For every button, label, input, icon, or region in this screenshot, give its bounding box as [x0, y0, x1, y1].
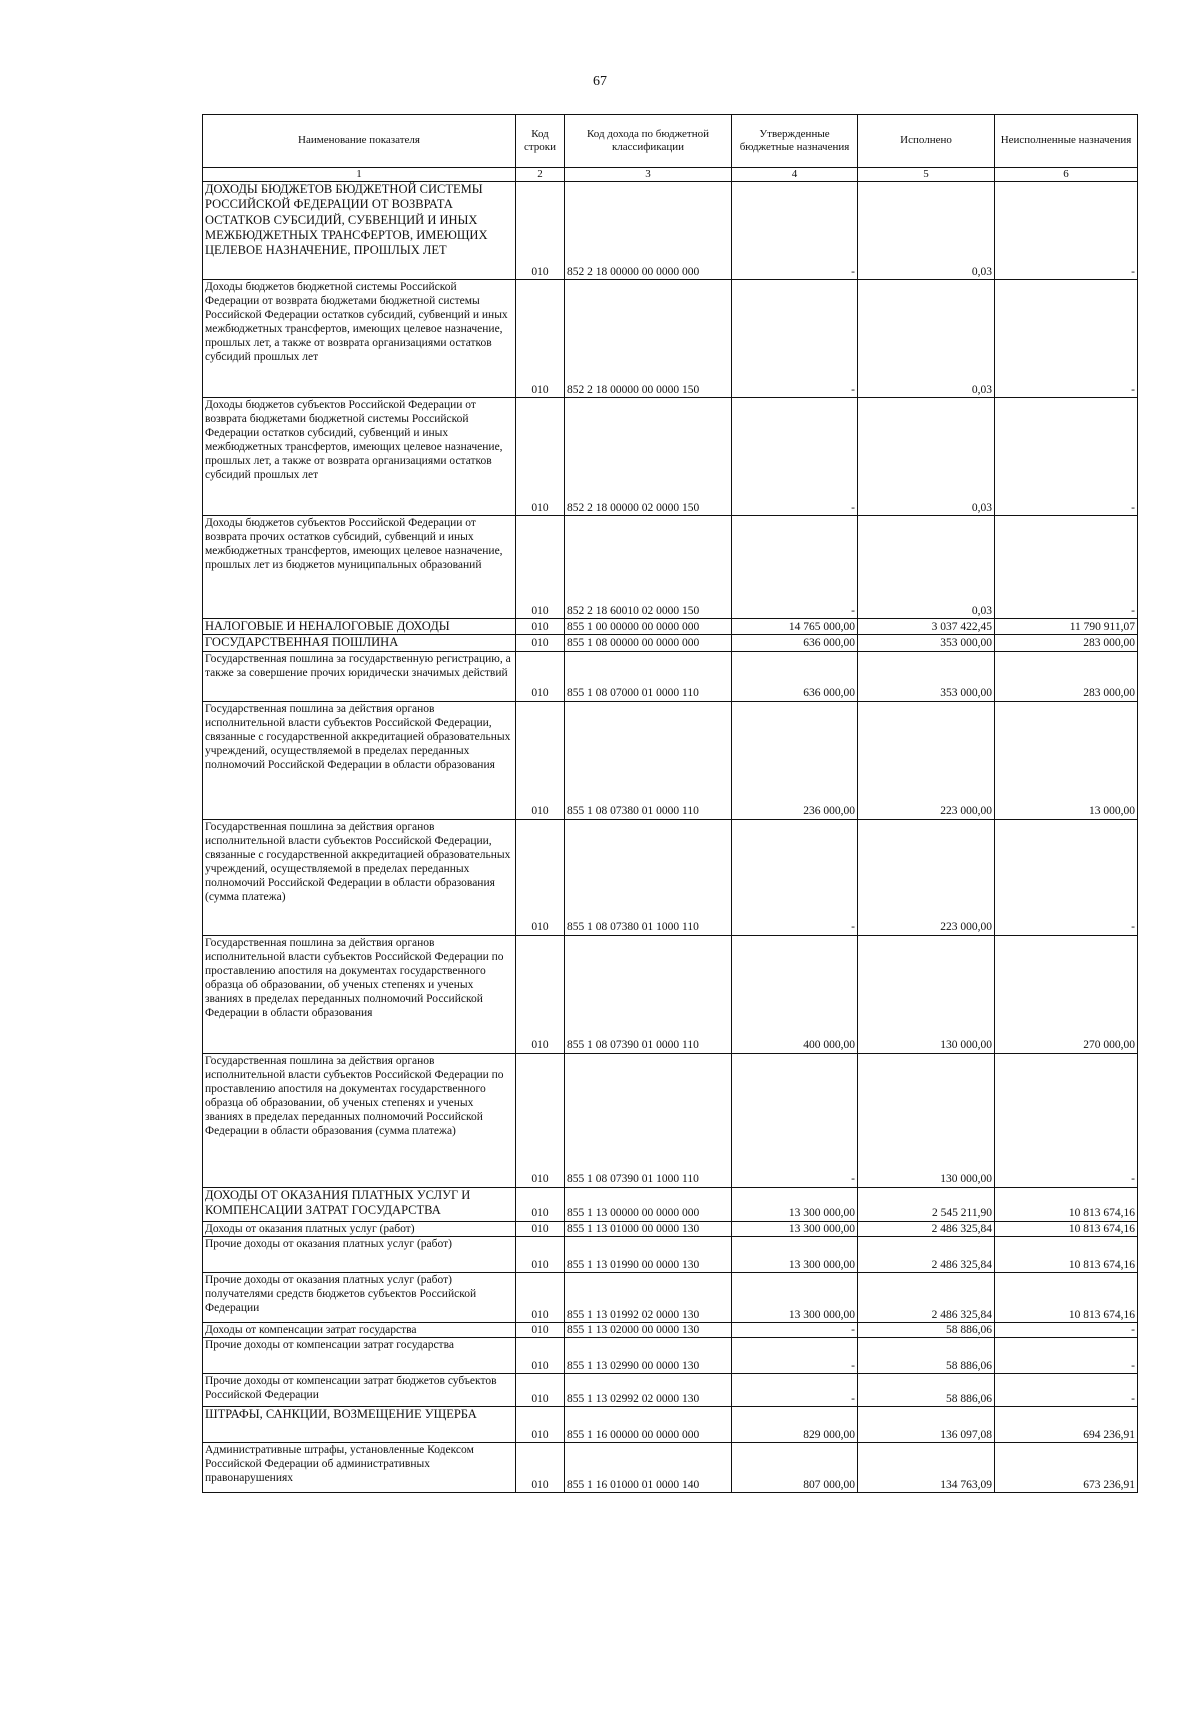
- row-income-code: 852 2 18 00000 00 0000 150: [565, 280, 732, 398]
- row-line-code: 010: [516, 1236, 565, 1272]
- row-income-code: 855 1 08 07390 01 0000 110: [565, 935, 732, 1053]
- row-executed: 2 486 325,84: [858, 1236, 995, 1272]
- row-approved: 236 000,00: [732, 701, 858, 819]
- row-line-code: 010: [516, 182, 565, 280]
- row-executed: 130 000,00: [858, 935, 995, 1053]
- row-line-code: 010: [516, 935, 565, 1053]
- table-row: [203, 398, 1138, 516]
- row-income-code: 855 1 08 00000 00 0000 000: [565, 635, 732, 651]
- table-row: [203, 635, 1138, 651]
- row-unexecuted: -: [995, 1322, 1138, 1337]
- row-line-code: 010: [516, 701, 565, 819]
- row-name: Административные штрафы, установленные Кодексом Российской Федерации об административных правонарушениях: [203, 1442, 516, 1492]
- row-approved: -: [732, 1373, 858, 1406]
- header-executed: Исполнено: [858, 115, 995, 168]
- row-executed: 0,03: [858, 398, 995, 516]
- column-number: 4: [732, 168, 858, 182]
- row-name: Прочие доходы от оказания платных услуг (работ) получателями средств бюджетов субъектов Российской Федерации: [203, 1272, 516, 1322]
- row-line-code: 010: [516, 651, 565, 701]
- row-line-code: 010: [516, 819, 565, 935]
- row-line-code: 010: [516, 1053, 565, 1187]
- row-name: Государственная пошлина за действия органов исполнительной власти субъектов Российской Федерации, связанные с государственной аккредитацией образовательных учреждений, осуществляемой в пределах переданных полномочий Российской Федерации в области образования (сумма платежа): [203, 819, 516, 935]
- row-line-code: 010: [516, 619, 565, 635]
- row-name: НАЛОГОВЫЕ И НЕНАЛОГОВЫЕ ДОХОДЫ: [203, 619, 516, 635]
- row-approved: 636 000,00: [732, 635, 858, 651]
- row-line-code: 010: [516, 1272, 565, 1322]
- row-income-code: 855 1 08 07000 01 0000 110: [565, 651, 732, 701]
- row-income-code: 852 2 18 00000 00 0000 000: [565, 182, 732, 280]
- row-executed: 223 000,00: [858, 701, 995, 819]
- row-name: Доходы бюджетов бюджетной системы Российской Федерации от возврата бюджетами бюджетной системы Российской Федерации остатков субсидий, субвенций и иных межбюджетных трансфертов, имеющих целевое назначение, прошлых лет, а также от возврата организациями остатков субсидий прошлых лет: [203, 280, 516, 398]
- row-approved: 829 000,00: [732, 1406, 858, 1442]
- row-name: Прочие доходы от оказания платных услуг (работ): [203, 1236, 516, 1272]
- row-executed: 353 000,00: [858, 651, 995, 701]
- row-approved: -: [732, 819, 858, 935]
- row-unexecuted: -: [995, 516, 1138, 619]
- row-unexecuted: -: [995, 182, 1138, 280]
- row-unexecuted: -: [995, 1053, 1138, 1187]
- row-line-code: 010: [516, 398, 565, 516]
- row-name: Доходы от компенсации затрат государства: [203, 1322, 516, 1337]
- row-name: ДОХОДЫ БЮДЖЕТОВ БЮДЖЕТНОЙ СИСТЕМЫ РОССИЙСКОЙ ФЕДЕРАЦИИ ОТ ВОЗВРАТА ОСТАТКОВ СУБСИДИЙ, СУБВЕНЦИЙ И ИНЫХ МЕЖБЮДЖЕТНЫХ ТРАНСФЕРТОВ, ИМЕЮЩИХ ЦЕЛЕВОЕ НАЗНАЧЕНИЕ, ПРОШЛЫХ ЛЕТ: [203, 182, 516, 280]
- table-row: [203, 1322, 1138, 1337]
- row-income-code: 855 1 13 01992 02 0000 130: [565, 1272, 732, 1322]
- row-income-code: 855 1 00 00000 00 0000 000: [565, 619, 732, 635]
- row-executed: 58 886,06: [858, 1337, 995, 1373]
- header-row: [203, 115, 1138, 168]
- row-unexecuted: 13 000,00: [995, 701, 1138, 819]
- table-row: [203, 935, 1138, 1053]
- row-executed: 0,03: [858, 182, 995, 280]
- row-executed: 223 000,00: [858, 819, 995, 935]
- revenue-report-table: [202, 114, 1138, 1493]
- row-line-code: 010: [516, 1442, 565, 1492]
- header-unexecuted: Неисполненные назначения: [995, 115, 1138, 168]
- row-unexecuted: -: [995, 1373, 1138, 1406]
- column-number-row: [203, 168, 1138, 182]
- row-income-code: 855 1 13 02000 00 0000 130: [565, 1322, 732, 1337]
- row-name: ШТРАФЫ, САНКЦИИ, ВОЗМЕЩЕНИЕ УЩЕРБА: [203, 1406, 516, 1442]
- row-line-code: 010: [516, 280, 565, 398]
- row-income-code: 855 1 16 01000 01 0000 140: [565, 1442, 732, 1492]
- row-line-code: 010: [516, 1187, 565, 1221]
- table-row: [203, 1236, 1138, 1272]
- row-unexecuted: 10 813 674,16: [995, 1187, 1138, 1221]
- row-unexecuted: -: [995, 1337, 1138, 1373]
- row-unexecuted: 283 000,00: [995, 635, 1138, 651]
- row-line-code: 010: [516, 516, 565, 619]
- table-row: [203, 516, 1138, 619]
- row-executed: 2 486 325,84: [858, 1272, 995, 1322]
- row-approved: -: [732, 1322, 858, 1337]
- row-executed: 3 037 422,45: [858, 619, 995, 635]
- row-name: Прочие доходы от компенсации затрат государства: [203, 1337, 516, 1373]
- row-approved: -: [732, 182, 858, 280]
- row-unexecuted: 10 813 674,16: [995, 1221, 1138, 1236]
- row-income-code: 855 1 13 00000 00 0000 000: [565, 1187, 732, 1221]
- table-row: [203, 619, 1138, 635]
- row-approved: 13 300 000,00: [732, 1236, 858, 1272]
- row-name: Государственная пошлина за действия органов исполнительной власти субъектов Российской Федерации по проставлению апостиля на документах государственного образца об образовании, об ученых степенях и ученых званиях в пределах переданных полномочий Российской Федерации в области образования: [203, 935, 516, 1053]
- row-name: Доходы от оказания платных услуг (работ): [203, 1221, 516, 1236]
- row-line-code: 010: [516, 1406, 565, 1442]
- row-unexecuted: -: [995, 819, 1138, 935]
- row-line-code: 010: [516, 1322, 565, 1337]
- row-income-code: 855 1 16 00000 00 0000 000: [565, 1406, 732, 1442]
- row-executed: 0,03: [858, 516, 995, 619]
- row-income-code: 855 1 13 01000 00 0000 130: [565, 1221, 732, 1236]
- row-unexecuted: -: [995, 280, 1138, 398]
- row-executed: 58 886,06: [858, 1322, 995, 1337]
- table-row: [203, 1442, 1138, 1492]
- row-name: Государственная пошлина за действия органов исполнительной власти субъектов Российской Федерации по проставлению апостиля на документах государственного образца об образовании, об ученых степенях и ученых званиях в пределах переданных полномочий Российской Федерации в области образования (сумма платежа): [203, 1053, 516, 1187]
- row-unexecuted: 10 813 674,16: [995, 1236, 1138, 1272]
- row-name: Доходы бюджетов субъектов Российской Федерации от возврата бюджетами бюджетной системы Российской Федерации остатков субсидий, субвенций и иных межбюджетных трансфертов, имеющих целевое назначение, прошлых лет, а также от возврата организациями остатков субсидий прошлых лет: [203, 398, 516, 516]
- row-approved: -: [732, 1337, 858, 1373]
- header-approved: Утвержденные бюджетные назначения: [732, 115, 858, 168]
- row-unexecuted: -: [995, 398, 1138, 516]
- row-approved: -: [732, 280, 858, 398]
- row-line-code: 010: [516, 1337, 565, 1373]
- row-executed: 2 545 211,90: [858, 1187, 995, 1221]
- header-income-code: Код дохода по бюджетной классификации: [565, 115, 732, 168]
- table-row: [203, 1187, 1138, 1221]
- row-unexecuted: 10 813 674,16: [995, 1272, 1138, 1322]
- row-approved: -: [732, 1053, 858, 1187]
- row-unexecuted: 694 236,91: [995, 1406, 1138, 1442]
- column-number: 2: [516, 168, 565, 182]
- row-name: Государственная пошлина за действия органов исполнительной власти субъектов Российской Федерации, связанные с государственной аккредитацией образовательных учреждений, осуществляемой в пределах переданных полномочий Российской Федерации в области образования: [203, 701, 516, 819]
- row-income-code: 855 1 13 01990 00 0000 130: [565, 1236, 732, 1272]
- column-number: 1: [203, 168, 516, 182]
- row-income-code: 852 2 18 00000 02 0000 150: [565, 398, 732, 516]
- row-approved: 13 300 000,00: [732, 1272, 858, 1322]
- row-income-code: 855 1 08 07380 01 1000 110: [565, 819, 732, 935]
- table-row: [203, 1053, 1138, 1187]
- row-unexecuted: 270 000,00: [995, 935, 1138, 1053]
- row-name: Государственная пошлина за государственную регистрацию, а также за совершение прочих юридически значимых действий: [203, 651, 516, 701]
- row-approved: -: [732, 516, 858, 619]
- table-row: [203, 1221, 1138, 1236]
- table-row: [203, 819, 1138, 935]
- header-line-code: Код строки: [516, 115, 565, 168]
- row-income-code: 855 1 13 02992 02 0000 130: [565, 1373, 732, 1406]
- row-approved: 13 300 000,00: [732, 1221, 858, 1236]
- table-row: [203, 280, 1138, 398]
- row-executed: 130 000,00: [858, 1053, 995, 1187]
- row-name: Доходы бюджетов субъектов Российской Федерации от возврата прочих остатков субсидий, субвенций и иных межбюджетных трансфертов, имеющих целевое назначение, прошлых лет из бюджетов муниципальных образований: [203, 516, 516, 619]
- row-income-code: 855 1 08 07390 01 1000 110: [565, 1053, 732, 1187]
- column-number: 3: [565, 168, 732, 182]
- row-approved: 807 000,00: [732, 1442, 858, 1492]
- page-number: 67: [593, 74, 607, 89]
- row-executed: 353 000,00: [858, 635, 995, 651]
- table-row: [203, 1272, 1138, 1322]
- row-executed: 58 886,06: [858, 1373, 995, 1406]
- row-income-code: 855 1 13 02990 00 0000 130: [565, 1337, 732, 1373]
- row-approved: 400 000,00: [732, 935, 858, 1053]
- row-income-code: 855 1 08 07380 01 0000 110: [565, 701, 732, 819]
- row-unexecuted: 673 236,91: [995, 1442, 1138, 1492]
- row-executed: 136 097,08: [858, 1406, 995, 1442]
- table-row: [203, 651, 1138, 701]
- column-number: 6: [995, 168, 1138, 182]
- header-name: Наименование показателя: [203, 115, 516, 168]
- row-line-code: 010: [516, 1221, 565, 1236]
- row-income-code: 852 2 18 60010 02 0000 150: [565, 516, 732, 619]
- row-approved: 14 765 000,00: [732, 619, 858, 635]
- table-row: [203, 1373, 1138, 1406]
- row-name: ГОСУДАРСТВЕННАЯ ПОШЛИНА: [203, 635, 516, 651]
- row-executed: 0,03: [858, 280, 995, 398]
- column-number: 5: [858, 168, 995, 182]
- row-name: Прочие доходы от компенсации затрат бюджетов субъектов Российской Федерации: [203, 1373, 516, 1406]
- row-approved: 13 300 000,00: [732, 1187, 858, 1221]
- row-approved: 636 000,00: [732, 651, 858, 701]
- table-row: [203, 1406, 1138, 1442]
- row-unexecuted: 283 000,00: [995, 651, 1138, 701]
- table-row: [203, 1337, 1138, 1373]
- table-row: [203, 182, 1138, 280]
- row-approved: -: [732, 398, 858, 516]
- row-unexecuted: 11 790 911,07: [995, 619, 1138, 635]
- row-line-code: 010: [516, 635, 565, 651]
- table-row: [203, 701, 1138, 819]
- row-line-code: 010: [516, 1373, 565, 1406]
- row-executed: 2 486 325,84: [858, 1221, 995, 1236]
- row-executed: 134 763,09: [858, 1442, 995, 1492]
- row-name: ДОХОДЫ ОТ ОКАЗАНИЯ ПЛАТНЫХ УСЛУГ И КОМПЕНСАЦИИ ЗАТРАТ ГОСУДАРСТВА: [203, 1187, 516, 1221]
